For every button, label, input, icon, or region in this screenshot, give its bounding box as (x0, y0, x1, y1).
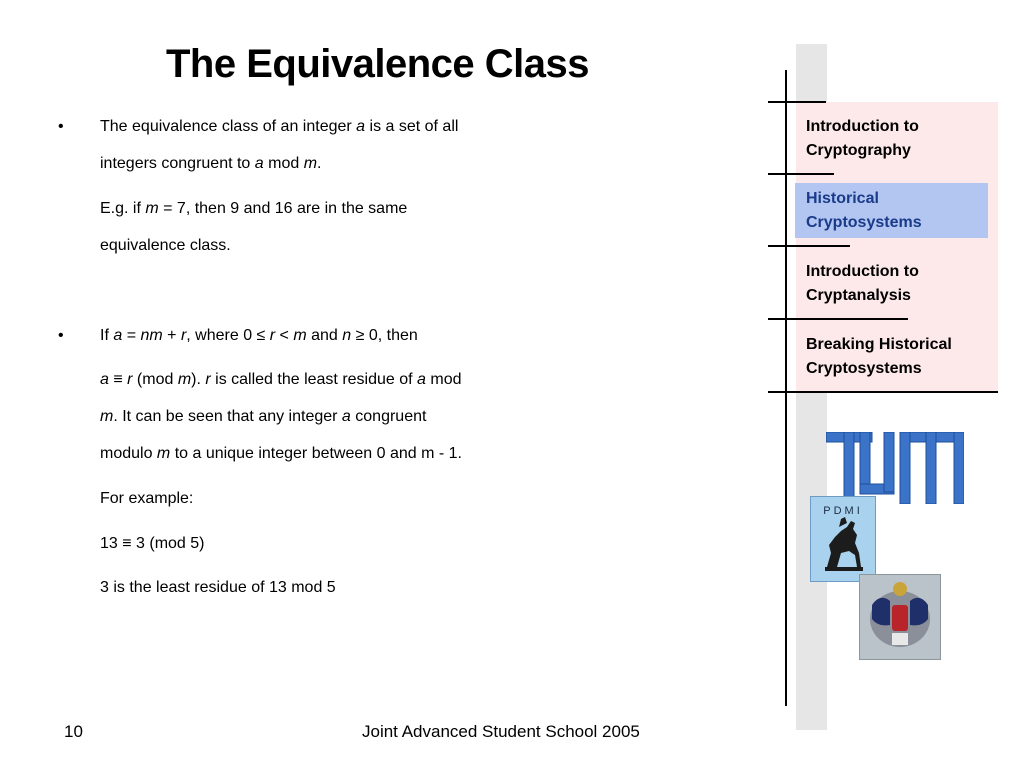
sidebar-item-label: Historical (806, 190, 879, 207)
sidebar-divider (768, 173, 834, 175)
text-line: modulo m to a unique integer between 0 and m - 1. (100, 445, 462, 462)
sidebar-divider (768, 101, 826, 103)
sidebar-item-label: Cryptanalysis (806, 287, 911, 304)
text-line: integers congruent to a mod m. (100, 155, 322, 172)
sidebar-item-label: Cryptosystems (806, 360, 922, 377)
text-line: equivalence class. (100, 237, 231, 254)
text-line: 3 is the least residue of 13 mod 5 (100, 579, 336, 596)
sidebar-item-label: Introduction to (806, 118, 919, 135)
sidebar-item-historical-cryptosystems[interactable] (806, 187, 922, 235)
sidebar-vertical-rule (785, 70, 787, 706)
sidebar-item-intro-cryptography[interactable] (806, 115, 919, 163)
sidebar-item-label: Cryptosystems (806, 214, 922, 231)
pdmi-logo (810, 496, 876, 582)
sidebar-item-breaking-historical[interactable] (806, 333, 952, 381)
sidebar-divider (768, 318, 908, 320)
sidebar-item-label: Introduction to (806, 263, 919, 280)
bullet-marker: • (58, 118, 64, 135)
horse-icon (811, 497, 875, 581)
sidebar-item-label: Breaking Historical (806, 336, 952, 353)
text-line: For example: (100, 490, 194, 507)
bullet-marker: • (58, 327, 64, 344)
double-eagle-icon (860, 575, 940, 659)
tum-logo (826, 432, 964, 504)
sidebar-item-intro-cryptanalysis[interactable] (806, 260, 919, 308)
text-line: 13 ≡ 3 (mod 5) (100, 535, 205, 552)
text-line: m. It can be seen that any integer a congruent (100, 408, 427, 425)
page-number: 10 (64, 722, 83, 741)
text-line: E.g. if m = 7, then 9 and 16 are in the same (100, 200, 408, 217)
sidebar-divider (768, 391, 998, 393)
text-line: The equivalence class of an integer a is a set of all (100, 118, 459, 135)
russian-crest-logo (859, 574, 941, 660)
text-line: If a = nm + r, where 0 ≤ r < m and n ≥ 0, then (100, 327, 418, 344)
pdmi-logo-text: PDMI (823, 505, 863, 517)
sidebar-divider (768, 245, 850, 247)
slide-title: The Equivalence Class (166, 42, 590, 86)
sidebar-item-label: Cryptography (806, 142, 911, 159)
footer-text: Joint Advanced Student School 2005 (362, 722, 640, 741)
text-line: a ≡ r (mod m). r is called the least residue of a mod (100, 371, 462, 388)
